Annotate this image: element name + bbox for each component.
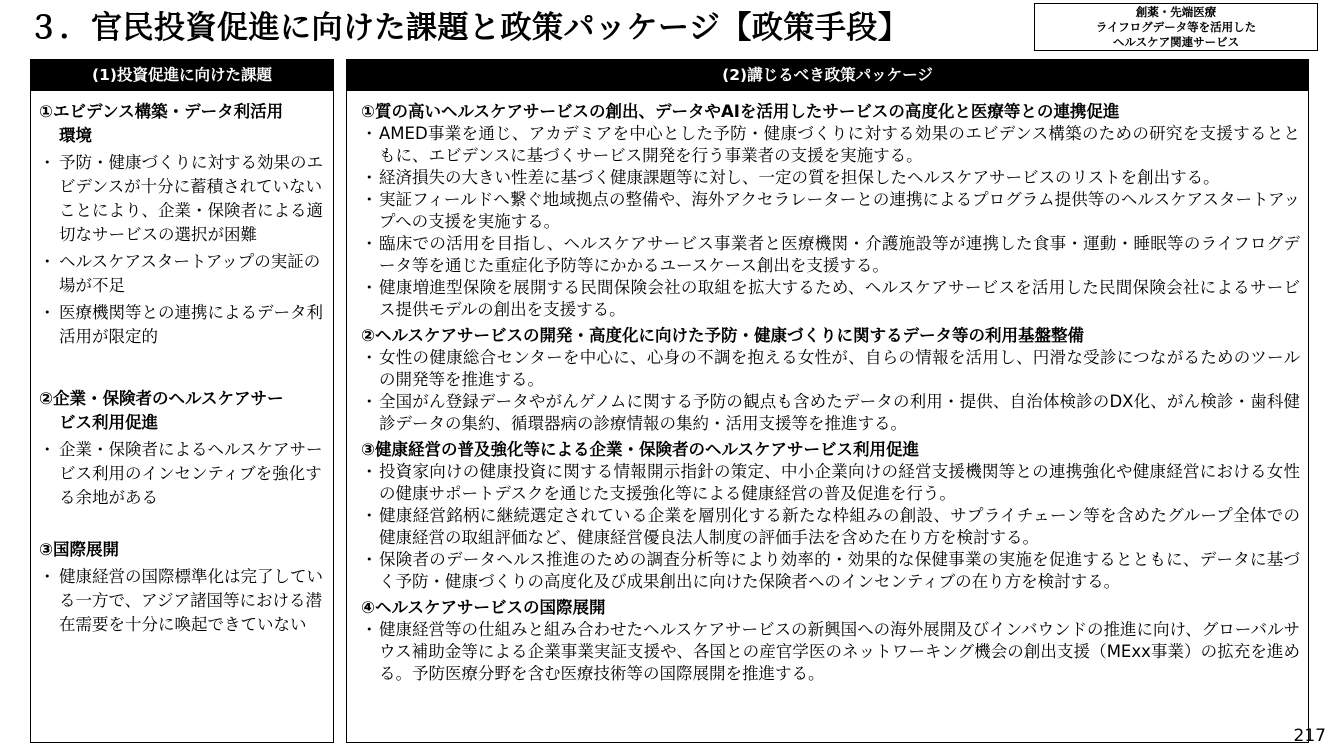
category-tag [1034, 3, 1318, 51]
issue-section [39, 387, 333, 510]
policy-section [361, 596, 1300, 685]
issues-body [31, 91, 333, 637]
category-tag-line: ヘルスケア関連サービス [1112, 34, 1240, 49]
policy-bullet: ・ 全国がん登録データやがんゲノムに関する予防の観点も含めたデータの利用・提供、自治体検診のDX化、がん検診・歯科健診データの集約、循環器病の診療情報の集約・活用支援等を推進する。 [361, 391, 1300, 435]
issues-header: (1)投資促進に向けた課題 [31, 60, 333, 91]
policy-bullet: ・ 健康経営等の仕組みと組み合わせたヘルスケアサービスの新興国への海外展開及びインバウンドの推進に向け、グローバルサウス補助金等による企業事業実証支援や、各国との産官学医のネットワーキング機会の創出支援（MExx事業）の拡充を進める。予防医療分野を含む医療技術等の国際展開を推進する。 [361, 619, 1300, 685]
policy-section [361, 438, 1300, 593]
issue-section-title [39, 387, 333, 435]
issue-title-line: ①エビデンス構築・データ利活用 [39, 102, 284, 121]
policy-bullet: ・ AMED事業を通じ、アカデミアを中心とした予防・健康づくりに対する効果のエビデンス構築のための研究を支援するとともに、エビデンスに基づくサービス開発を行う事業者の支援を実施する。 [361, 123, 1300, 167]
policy-section [361, 100, 1300, 321]
issue-section [39, 100, 333, 349]
issue-title-line: ②企業・保険者のヘルスケアサー [39, 389, 284, 408]
policy-bullet: ・ 経済損失の大きい性差に基づく健康課題等に対し、一定の質を担保したヘルスケアサービスのリストを創出する。 [361, 167, 1300, 189]
policy-bullet: ・ 実証フィールドへ繋ぐ地域拠点の整備や、海外アクセラレーターとの連携によるプログラム提供等のヘルスケアスタートアップへの支援を実施する。 [361, 189, 1300, 233]
policy-header: (2)講じるべき政策パッケージ [347, 60, 1308, 91]
policy-bullet: ・ 健康増進型保険を展開する民間保険会社の取組を拡大するため、ヘルスケアサービスを活用した民間保険会社によるサービス提供モデルの創出を支援する。 [361, 277, 1300, 321]
issue-bullet: ・ 医療機関等との連携によるデータ利活用が限定的 [39, 301, 333, 349]
page-title: ３．官民投資促進に向けた課題と政策パッケージ【政策手段】 [28, 10, 910, 46]
policy-bullet: ・ 健康経営銘柄に継続選定されている企業を層別化する新たな枠組みの創設、サプライチェーン等を含めたグループ全体での健康経営の取組評価など、健康経営優良法人制度の評価手法を含めた在り方を検討する。 [361, 505, 1300, 549]
policy-bullet: ・ 投資家向けの健康投資に関する情報開示指針の策定、中小企業向けの経営支援機関等との連携強化や健康経営における女性の健康サポートデスクを通じた支援強化等による健康経営の普及促進を行う。 [361, 461, 1300, 505]
issue-bullet: ・ 予防・健康づくりに対する効果のエビデンスが十分に蓄積されていないことにより、企業・保険者による適切なサービスの選択が困難 [39, 151, 333, 247]
issue-bullet: ・ ヘルスケアスタートアップの実証の場が不足 [39, 250, 333, 298]
issue-bullet: ・ 企業・保険者によるヘルスケアサービス利用のインセンティブを強化する余地がある [39, 438, 333, 510]
issue-section-title [39, 100, 333, 148]
issue-title-line: ビス利用促進 [59, 413, 158, 432]
policy-body [347, 91, 1308, 685]
policy-bullet: ・ 女性の健康総合センターを中心に、心身の不調を抱える女性が、自らの情報を活用し、円滑な受診につながるためのツールの開発等を推進する。 [361, 347, 1300, 391]
policy-section-title: ①質の高いヘルスケアサービスの創出、データやAIを活用したサービスの高度化と医療等との連携促進 [361, 102, 1120, 121]
policy-section-title: ②ヘルスケアサービスの開発・高度化に向けた予防・健康づくりに関するデータ等の利用基盤整備 [361, 326, 1084, 345]
policy-section-title: ④ヘルスケアサービスの国際展開 [361, 598, 606, 617]
category-tag-line: ライフログデータ等を活用した [1095, 19, 1257, 34]
issues-panel [30, 59, 334, 743]
category-tag-line: 創薬・先端医療 [1135, 4, 1217, 19]
policy-bullet: ・ 保険者のデータヘルス推進のための調査分析等により効率的・効果的な保健事業の実施を促進するとともに、データに基づく予防・健康づくりの高度化及び成果創出に向けた保険者へのインセンティブの在り方を検討する。 [361, 549, 1300, 593]
policy-section-title: ③健康経営の普及強化等による企業・保険者のヘルスケアサービス利用促進 [361, 440, 919, 459]
issue-section [39, 538, 333, 637]
page-number: 217 [1293, 726, 1326, 746]
issue-bullet: ・ 健康経営の国際標準化は完了している一方で、アジア諸国等における潜在需要を十分に喚起できていない [39, 565, 333, 637]
policy-section [361, 324, 1300, 435]
issue-section-title [39, 538, 333, 562]
issue-title-line: ③国際展開 [39, 540, 119, 559]
policy-panel [346, 59, 1309, 743]
policy-bullet: ・ 臨床での活用を目指し、ヘルスケアサービス事業者と医療機関・介護施設等が連携した食事・運動・睡眠等のライフログデータ等を通じた重症化予防等にかかるユースケース創出を支援する。 [361, 233, 1300, 277]
issue-title-line: 環境 [59, 126, 92, 145]
